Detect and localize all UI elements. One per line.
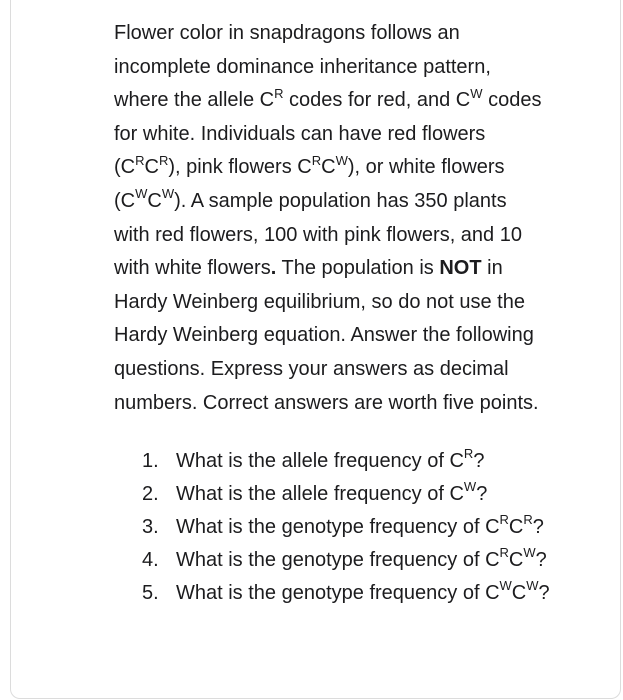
question-text bbox=[176, 445, 484, 478]
allele-superscript: W bbox=[135, 186, 148, 202]
text-segment: C bbox=[144, 156, 159, 179]
text-segment: ? bbox=[538, 582, 550, 604]
paragraph-line bbox=[114, 17, 623, 51]
text-segment: ). A sample population has 350 plants bbox=[174, 189, 507, 212]
text-segment: ? bbox=[473, 450, 485, 472]
allele-superscript: W bbox=[463, 479, 477, 495]
allele-superscript: W bbox=[470, 85, 483, 101]
question-text bbox=[176, 511, 544, 544]
paragraph-line bbox=[114, 286, 623, 320]
text-segment: with red flowers, 100 with pink flowers, and 10 bbox=[114, 223, 522, 246]
bold-text: NOT bbox=[439, 257, 482, 280]
text-segment: ? bbox=[532, 516, 544, 538]
text-segment: What is the allele frequency of C bbox=[176, 450, 464, 472]
allele-superscript: R bbox=[274, 85, 284, 101]
text-segment: ), or white flowers bbox=[347, 156, 505, 179]
question-number: 1. bbox=[142, 450, 159, 472]
paragraph-line bbox=[114, 387, 623, 421]
question-text bbox=[176, 544, 547, 577]
question-number: 3. bbox=[142, 516, 159, 538]
allele-superscript: W bbox=[526, 578, 539, 594]
text-segment: for white. Individuals can have red flowers bbox=[114, 122, 486, 145]
allele-superscript: W bbox=[499, 578, 512, 594]
text-segment: ? bbox=[535, 549, 547, 571]
text-segment: where the allele C bbox=[114, 89, 275, 112]
allele-superscript: W bbox=[161, 186, 175, 202]
question-text bbox=[176, 577, 550, 610]
question-content bbox=[114, 17, 623, 604]
allele-superscript: R bbox=[463, 446, 474, 462]
text-segment: in bbox=[481, 257, 503, 280]
text-segment: What is the genotype frequency of C bbox=[176, 582, 500, 604]
allele-superscript: R bbox=[499, 512, 509, 528]
bold-text: . bbox=[270, 257, 277, 280]
text-segment: C bbox=[321, 156, 336, 179]
text-segment: questions. Express your answers as decimal bbox=[114, 357, 509, 380]
text-segment: C bbox=[147, 189, 162, 212]
text-segment: C bbox=[511, 582, 527, 604]
allele-superscript: R bbox=[158, 152, 169, 168]
allele-superscript: R bbox=[311, 152, 322, 168]
question-item bbox=[142, 511, 623, 544]
text-segment: (C bbox=[114, 189, 136, 212]
text-segment: incomplete dominance inheritance pattern, bbox=[114, 55, 491, 78]
question-number: 2. bbox=[142, 483, 159, 505]
question-card bbox=[10, 0, 621, 699]
paragraph-line bbox=[114, 252, 623, 286]
text-segment: with white flowers bbox=[114, 257, 271, 280]
text-segment: The population is bbox=[276, 257, 440, 280]
question-number: 4. bbox=[142, 549, 159, 571]
question-number: 5. bbox=[142, 582, 159, 604]
text-segment: What is the genotype frequency of C bbox=[176, 516, 500, 538]
paragraph-line bbox=[114, 151, 623, 185]
text-segment: codes for red, and C bbox=[283, 89, 471, 112]
paragraph-line bbox=[114, 185, 623, 219]
text-segment: What is the genotype frequency of C bbox=[176, 549, 500, 571]
allele-superscript: W bbox=[335, 152, 348, 168]
allele-superscript: W bbox=[523, 545, 536, 561]
question-item bbox=[142, 478, 623, 511]
text-segment: C bbox=[508, 549, 524, 571]
text-segment: Hardy Weinberg equilibrium, so do not use the bbox=[114, 290, 525, 313]
text-segment: numbers. Correct answers are worth five points. bbox=[114, 391, 539, 414]
allele-superscript: R bbox=[523, 512, 533, 528]
paragraph-line bbox=[114, 51, 623, 85]
allele-superscript: R bbox=[499, 545, 509, 561]
question-text bbox=[176, 478, 487, 511]
text-segment: Hardy Weinberg equation. Answer the following bbox=[114, 324, 534, 347]
text-segment: C bbox=[508, 516, 524, 538]
text-segment: ? bbox=[476, 483, 488, 505]
paragraph-line bbox=[114, 84, 623, 118]
text-segment: codes bbox=[482, 89, 542, 112]
text-segment: (C bbox=[114, 156, 136, 179]
text-segment: What is the allele frequency of C bbox=[176, 483, 464, 505]
text-segment: ), pink flowers C bbox=[168, 156, 312, 179]
allele-superscript: R bbox=[135, 152, 145, 168]
paragraph-line bbox=[114, 118, 623, 152]
problem-paragraph bbox=[114, 17, 623, 420]
question-list bbox=[142, 445, 623, 610]
paragraph-line bbox=[114, 219, 623, 253]
question-item bbox=[142, 445, 623, 478]
paragraph-line bbox=[114, 319, 623, 353]
question-item bbox=[142, 544, 623, 577]
paragraph-line bbox=[114, 353, 623, 387]
question-item bbox=[142, 577, 623, 610]
text-segment: Flower color in snapdragons follows an bbox=[114, 22, 460, 44]
